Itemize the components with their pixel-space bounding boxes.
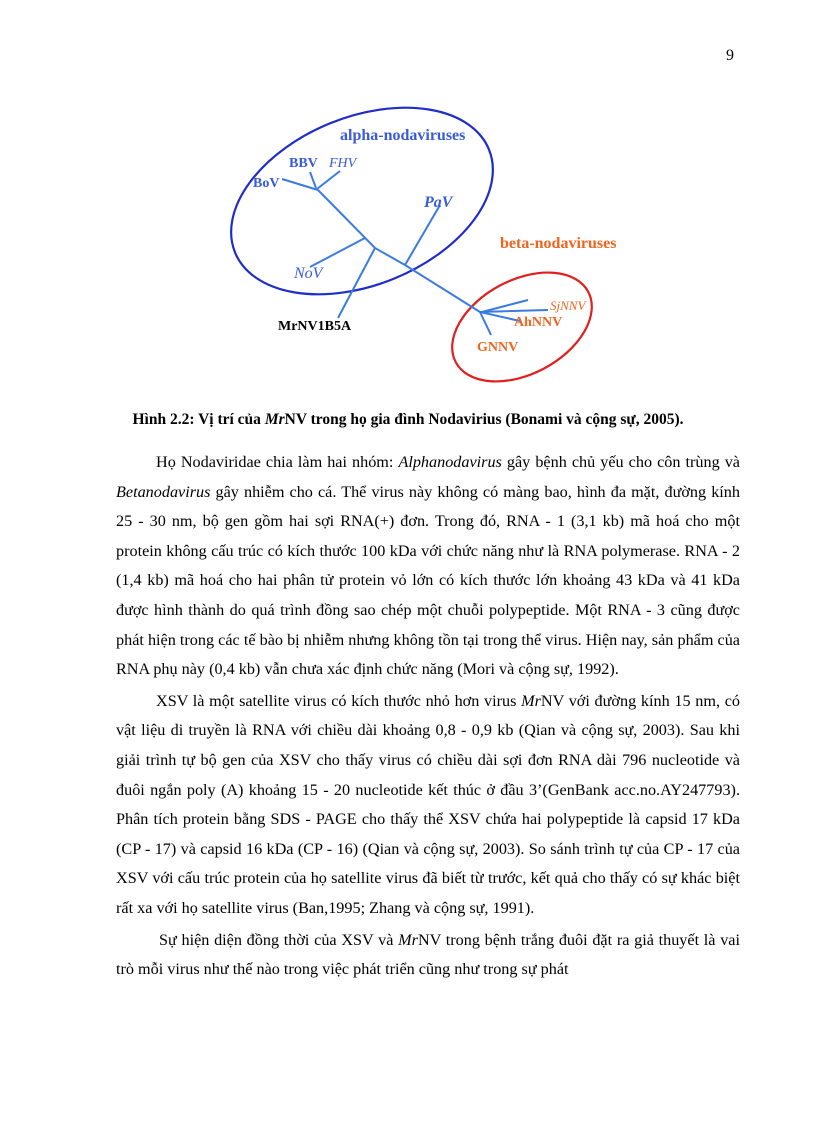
alpha-nodaviruses-label: alpha-nodaviruses: [340, 127, 466, 144]
p1-text-3: gây nhiễm cho cá. Thể virus này không có màng bao, hình đa mặt, đường kính 25 - 30 nm, bộ gen gồm hai sợi RNA(+) đơn. Trong đó, RNA - 1 (3,1 kb) mã hoá cho một protein không cấu trúc có kích thước 100 kDa với chức năng như là RNA polymerase. RNA - 2 (1,4 kb) mã hoá cho hai phân tử protein vỏ lớn có kích thước lớn khoảng 43 kDa và 41 kDa được hình thành do quá trình đồng sao chép một chuỗi polypeptide. Một RNA - 3 cũng được phát hiện trong các tế bào bị nhiễm nhưng không tồn tại trong thể virus. Hiện nay, sản phẩm của RNA phụ này (0,4 kb) vẫn chưa xác định chức năng (Mori và cộng sự, 1992).: [116, 482, 740, 679]
figure-caption: [0, 411, 816, 429]
p2-text-2: NV với đường kính 15 nm, có vật liệu di truyền là RNA với chiều dài khoảng 0,8 - 0,9 kb (Qian và cộng sự, 2003). Sau khi giải trình tự bộ gen của XSV cho thấy virus có chiều dài sợi đơn RNA dài 796 nucleotide và đuôi ngắn poly (A) khoảng 15 - 20 nucleotide kết thúc ở đầu 3’(GenBank acc.no.AY247793). Phân tích protein bằng SDS - PAGE cho thấy thể XSV chứa hai polypeptide là capsid 17 kDa (CP - 17) và capsid 16 kDa (CP - 16) (Qian và cộng sự, 2003). So sánh trình tự của CP - 17 của XSV với cấu trúc protein của họ satellite virus đã biết từ trước, kết quả cho thấy có sự khác biệt rất xa với họ satellite virus (Ban,1995; Zhang và cộng sự, 1991).: [116, 691, 740, 917]
taxon-ahnnv: AhNNV: [514, 315, 563, 330]
branch-nov: [310, 238, 365, 267]
p2-text-1: XSV là một satellite virus có kích thước nhỏ hơn virus: [156, 691, 522, 710]
paragraph-2: [116, 687, 740, 924]
taxon-fhv: FHV: [329, 156, 357, 171]
phylogeny-diagram: [0, 0, 816, 400]
beta-nodaviruses-label: beta-nodaviruses: [500, 235, 617, 252]
p3-text-2: NV trong bệnh trắng đuôi đặt ra giả thuyết là vai trò mỗi virus như thế nào trong việc phát triển cũng như trong sự phát: [116, 930, 740, 979]
p1-italic-2: Betanodavirus: [116, 482, 211, 501]
phylogeny-figure: [0, 0, 816, 405]
taxon-gnnv: GNNV: [477, 340, 519, 355]
caption-italic: Mr: [264, 411, 285, 428]
caption-suffix: NV trong họ gia đình Nodavirius (Bonami và cộng sự, 2005).: [284, 411, 684, 428]
taxon-bov: BoV: [253, 176, 280, 191]
taxon-mrnv: MrNV1B5A: [278, 319, 352, 334]
branch-mrnv: [338, 248, 375, 318]
p3-italic-1: Mr: [398, 930, 418, 949]
p1-italic-1: Alphanodavirus: [398, 453, 502, 471]
p1-text-1: Họ Nodaviridae chia làm hai nhóm:: [156, 453, 399, 471]
page-number: 9: [726, 47, 734, 64]
body-text: [116, 448, 740, 987]
taxon-bbv: BBV: [289, 156, 318, 171]
alpha-group-ellipse: [204, 72, 521, 330]
caption-prefix: Hình 2.2: Vị trí của: [132, 411, 265, 428]
branch-gnnv: [480, 312, 491, 335]
paragraph-3: [116, 926, 740, 985]
p1-text-2: gây bệnh chủ yếu cho côn trùng và: [501, 453, 740, 471]
taxon-pav: PaV: [424, 194, 453, 211]
tree-branches: [282, 171, 548, 335]
taxon-sjnnv: SjNNV: [550, 298, 586, 313]
paragraph-1: [116, 448, 740, 685]
taxon-nov: NoV: [294, 265, 323, 282]
branch-bbv: [310, 172, 316, 188]
p2-italic-1: Mr: [521, 691, 541, 710]
branch-fhv: [317, 171, 340, 189]
p3-text-1: Sự hiện diện đồng thời của XSV và: [159, 930, 399, 949]
